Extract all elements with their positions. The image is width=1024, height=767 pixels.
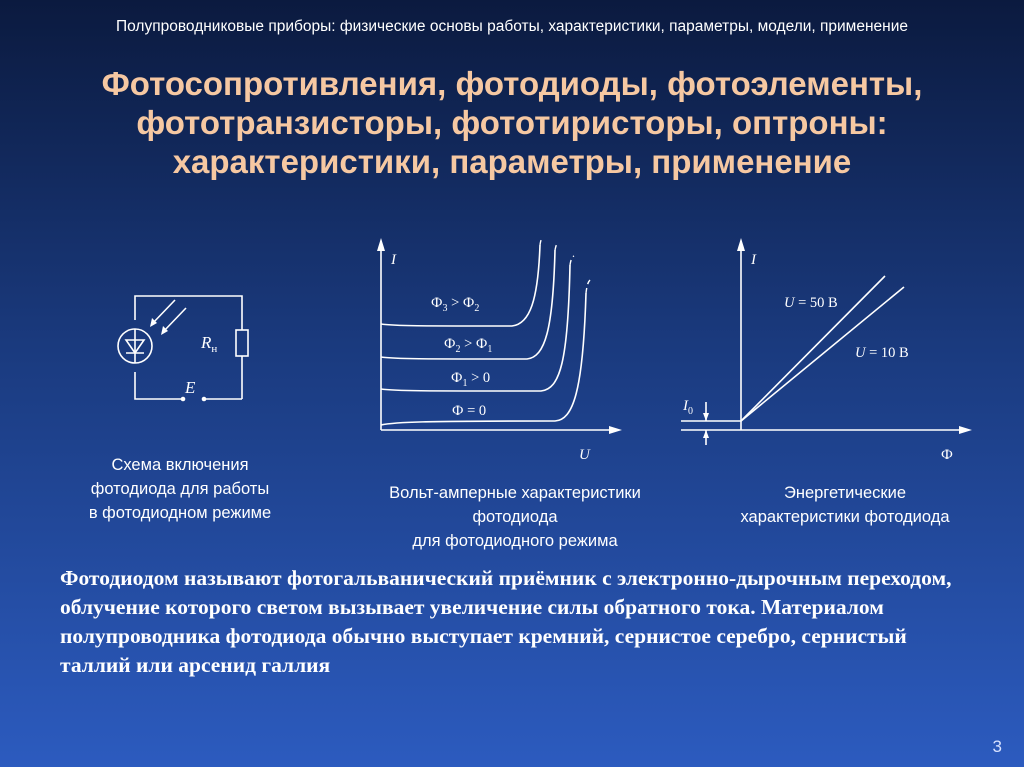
iv-caption-line-1: Вольт-амперные характеристики: [389, 484, 641, 502]
iv-y-axis-label: I: [391, 252, 396, 268]
circuit-caption-line-2: фотодиода для работы: [90, 480, 270, 498]
iv-label-phi3: $Ф_3 > Ф_2$: [431, 295, 480, 314]
title-line-1: Фотосопротивления, фотодиоды, фотоэлементы,: [101, 65, 923, 102]
dark-current-arrow-up: [703, 430, 709, 438]
iv-caption-line-2: фотодиода: [472, 508, 558, 526]
energy-y-axis-label: I: [751, 252, 756, 268]
resistor-label: $R_н$: [201, 333, 218, 355]
page-number: 3: [992, 737, 1002, 756]
energy-x-arrow: [959, 426, 972, 434]
iv-chart-caption: [345, 481, 685, 553]
energy-label-50v: U = 50 В: [784, 295, 838, 311]
circuit-caption: [50, 453, 310, 525]
iv-label-dark: Ф = 0: [452, 403, 487, 419]
energy-caption-line-1: Энергетические: [783, 484, 907, 502]
slide-header: Полупроводниковые приборы: физические основы работы, характеристики, параметры, модели, применение: [116, 18, 908, 35]
iv-caption-line-3: для фотодиодного режима: [412, 532, 618, 550]
circuit-caption-line-1: Схема включения: [111, 456, 249, 474]
iv-x-axis-label: U: [579, 447, 590, 463]
energy-chart-caption: [695, 481, 995, 529]
title-line-3: характеристики, параметры, применение: [172, 143, 852, 180]
title-line-2: фототранзисторы, фототиристоры, оптроны:: [136, 104, 888, 141]
iv-label-phi2: $Ф_2 > Ф_1$: [444, 336, 493, 355]
energy-x-axis-label: Ф: [941, 447, 953, 463]
energy-caption-line-2: характеристики фотодиода: [740, 508, 950, 526]
definition-paragraph: Фотодиодом называют фотогальванический приёмник с электронно-дырочным переходом, облучение которого светом вызывает увеличение силы обратного тока. Материалом полупроводника фотодиода обычно выступает кремний, сернистое серебро, сернистый таллий или арсенид галлия: [60, 566, 952, 677]
energy-label-10v: U = 10 В: [855, 345, 909, 361]
dark-current-arrow-down: [703, 413, 709, 421]
dark-current-label: $I_0$: [683, 398, 693, 417]
iv-label-phi1: $Ф_1 > 0$: [451, 370, 491, 389]
source-label: E: [185, 378, 196, 397]
circuit-caption-line-3: в фотодиодном режиме: [88, 504, 272, 522]
energy-y-arrow: [737, 238, 745, 251]
